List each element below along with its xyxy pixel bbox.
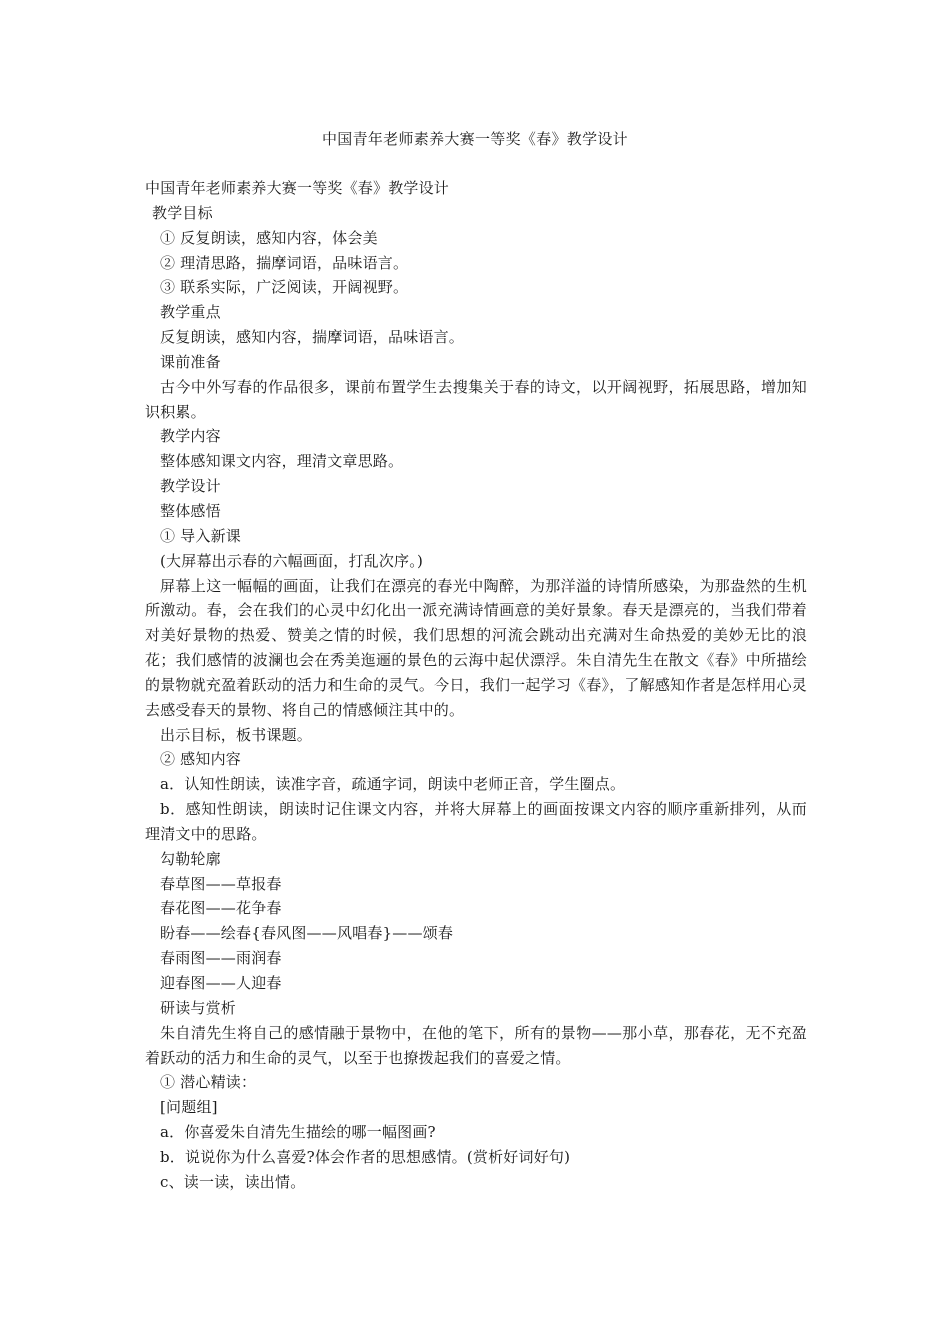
paragraph: ② 感知内容 [160, 750, 241, 769]
paragraph: 教学目标 [152, 203, 213, 222]
paragraph: b．说说你为什么喜爱?体会作者的思想感情。(赏析好词好句) [160, 1147, 571, 1166]
paragraph: a．认知性朗读，读准字音，疏通字词，朗读中老师正音，学生圈点。 [160, 775, 626, 794]
paragraph: [问题组] [160, 1098, 218, 1117]
document-body [145, 176, 807, 1195]
paragraph: 中国青年老师素养大赛一等奖《春》教学设计 [145, 179, 450, 197]
paragraph: ① 导入新课 [160, 526, 241, 545]
paragraph: 教学内容 [160, 427, 221, 446]
paragraph: 春雨图——雨润春 [160, 949, 282, 968]
paragraph: 春草图——草报春 [160, 874, 282, 893]
paragraph: (大屏幕出示春的六幅画面，打乱次序。) [160, 551, 424, 570]
paragraph: 研读与赏析 [160, 998, 237, 1017]
paragraph: 勾勒轮廓 [160, 849, 221, 868]
paragraph: ③ 联系实际，广泛阅读，开阔视野。 [160, 278, 409, 297]
paragraph: 整体感知课文内容，理清文章思路。 [160, 452, 404, 471]
paragraph: 教学设计 [160, 477, 221, 496]
paragraph: b．感知性朗读，朗读时记住课文内容，并将大屏幕上的画面按课文内容的顺序重新排列，从而理清文中的思路。 [145, 800, 807, 843]
paragraph: 古今中外写春的作品很多，课前布置学生去搜集关于春的诗文，以开阔视野，拓展思路，增加知识积累。 [145, 377, 807, 421]
paragraph: 教学重点 [160, 303, 221, 322]
paragraph: ② 理清思路，揣摩词语，品味语言。 [160, 253, 409, 272]
paragraph: a．你喜爱朱自清先生描绘的哪一幅图画? [160, 1123, 436, 1142]
page-title: 中国青年老师素养大赛一等奖《春》教学设计 [321, 130, 628, 148]
paragraph: 盼春——绘春{春风图——风唱春}——颂春 [160, 924, 454, 943]
paragraph: ① 反复朗读，感知内容，体会美 [160, 228, 378, 247]
paragraph: ① 潜心精读： [160, 1073, 257, 1092]
paragraph: 迎春图——人迎春 [160, 974, 282, 992]
paragraph: 课前准备 [160, 352, 221, 371]
paragraph: 春花图——花争春 [160, 899, 282, 918]
paragraph: c、读一读，读出情。 [160, 1172, 306, 1191]
paragraph: 朱自清先生将自己的感情融于景物中，在他的笔下，所有的景物——那小草，那春花，无不充盈着跃动的活力和生命的灵气，以至于也撩拨起我们的喜爱之情。 [145, 1023, 807, 1067]
paragraph: 出示目标，板书课题。 [160, 725, 313, 744]
paragraph: 整体感悟 [160, 501, 221, 520]
paragraph: 反复朗读，感知内容，揣摩词语，品味语言。 [160, 328, 465, 347]
paragraph: 屏幕上这一幅幅的画面，让我们在漂亮的春光中陶醉，为那洋溢的诗情所感染，为那盎然的生机所激动。春，会在我们的心灵中幻化出一派充满诗情画意的美好景象。春天是漂亮的，当我们带着对美好景物的热爱、赞美之情的时候，我们思想的河流会跳动出充满对生命热爱的美妙无比的浪花；我们感情的波澜也会在秀美迤逦的景色的云海中起伏漂浮。朱自清先生在散文《春》中所描绘的景物就充盈着跃动的活力和生命的灵气。今日，我们一起学习《春》，了解感知作者是怎样用心灵去感受春天的景物、将自己的情感倾注其中的。 [145, 576, 807, 719]
